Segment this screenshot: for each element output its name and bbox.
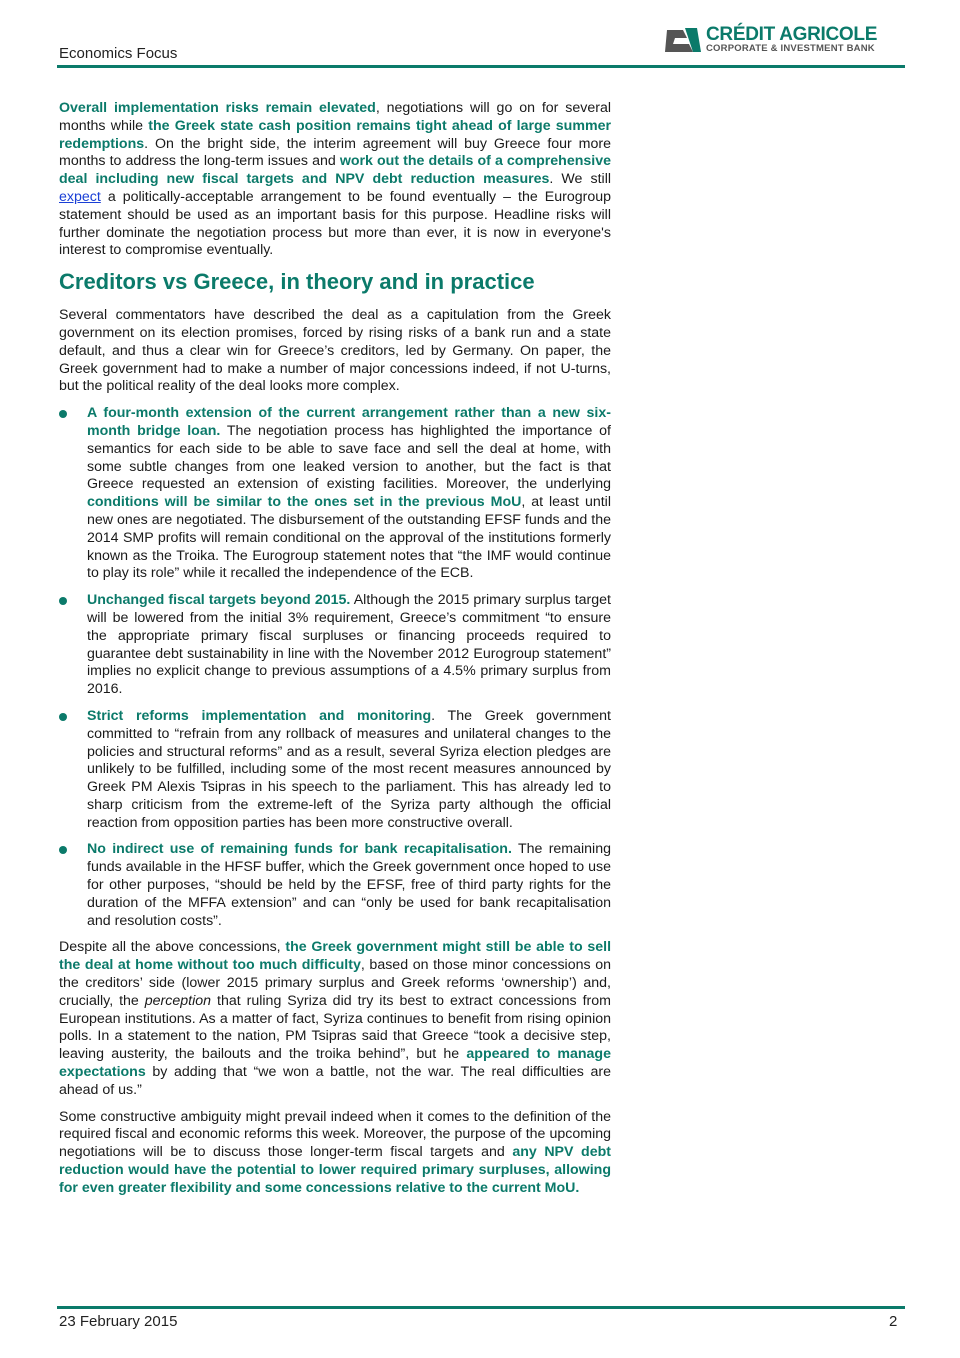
text-run: any NPV debt reduction would have the potential to lower required primary surpluses, allowing for even greater flexibility and some concessions relative to the current MoU. (59, 1144, 611, 1196)
text-run: . The Greek government committed to “refrain from any rollback of measures and unilateral changes to the policies and structural reforms” and as a result, several Syriza election pledges are unlikely to be fulfilled, including some of the most recent measures announced by Greek PM Alexis Tsipras in his speech to the parliament. This has already led to sharp criticism from the extreme-left of the Syriza party although the official reaction from opposition parties has been more constructive overall. (87, 707, 611, 831)
list-item (59, 405, 611, 583)
text-run: Some constructive ambiguity might prevail indeed when it comes to the definition of the required fiscal and economic reforms this week. Moreover, the purpose of the upcoming negotiations will be to discuss those longer-term fiscal targets and (59, 1108, 611, 1161)
text-run: the Greek state cash position remains tight ahead of large summer redemptions (59, 117, 611, 152)
text-run: Although the 2015 primary surplus target will be lowered from the initial 3% requirement, Greece’s commitment “to ensure the appropriate primary fiscal surpluses or financing proceeds required to guarantee debt sustainability in line with the November 2012 Eurogroup statement” implies no explicit change to previous assumptions of a 4.5% primary surplus from 2016. (87, 592, 611, 698)
concessions-list (59, 405, 611, 930)
text-run: Overall implementation risks remain elevated (59, 100, 376, 116)
text-run: Unchanged fiscal targets beyond 2015. (87, 592, 351, 609)
expect-link[interactable]: expect (59, 188, 101, 205)
text-run: The remaining funds available in the HFSF buffer, which the Greek government once hoped to use for other purposes, “should be held by the EFSF, free of third party rights for the duration of the MFFA extension” and can “only be used for bank recapitalisation and resolution costs”. (87, 841, 611, 929)
document-body (59, 100, 611, 1207)
text-run: appeared to manage expectations (59, 1046, 611, 1081)
logo-company-subtitle: CORPORATE & INVESTMENT BANK (706, 43, 875, 54)
bullet-icon (59, 713, 67, 721)
logo-company-name: CRÉDIT AGRICOLE (706, 24, 878, 45)
page-number: 2 (889, 1313, 898, 1330)
list-item (59, 841, 611, 930)
text-run: by adding that “we won a battle, not the war. The real difficulties are ahead of us.” (59, 1064, 611, 1098)
text-run: No indirect use of remaining funds for bank recapitalisation. (87, 841, 512, 858)
paragraph-commentators: Several commentators have described the deal as a capitulation from the Greek government on its election promises, forced by rising risks of a bank run and a state default, and thus a clear win for Greece’s creditors, led by Germany. On paper, the Greek government had to make a number of major concessions indeed, if not U-turns, but the political reality of the deal looks more complex. (59, 307, 611, 395)
paragraph-despite-concessions (59, 939, 611, 1099)
text-run: The negotiation process has highlighted the importance of semantics for each side to be able to save face and sell the deal at home, with some subtle changes from one leaked version to another, but the fact is that Greece requested an extension of existing facilities. Moreover, the underlying (87, 422, 611, 493)
header-title: Economics Focus (59, 45, 178, 62)
text-run: that ruling Syriza did try its best to extract concessions from European institutions. As a matter of fact, Syriza continues to benefit from rising opinion polls. In a statement to the nation, PM Tsipras said that Greece “took a decisive step, leaving austerity, the bailouts and the troika behind”, but he (59, 992, 611, 1063)
list-item (59, 592, 611, 699)
text-run: Strict reforms implementation and monitoring (87, 707, 432, 724)
footer-rule (57, 1306, 905, 1309)
paragraph-constructive-ambiguity (59, 1109, 611, 1198)
footer-date: 23 February 2015 (59, 1313, 178, 1330)
paragraph-implementation-risks (59, 100, 611, 260)
credit-agricole-logo-mark-icon (663, 26, 703, 54)
text-run: , negotiations will go on for several months while (59, 100, 611, 134)
text-run: work out the details of a comprehensive deal including new fiscal targets and NPV debt reduction measures (59, 153, 611, 188)
text-run: . We still (549, 171, 612, 188)
bullet-icon (59, 597, 67, 605)
text-run: a politically-acceptable arrangement to be found eventually – the Eurogroup statement should be used as an important basis for this purpose. Headline risks will further dominate the negotiation process but more than ever, it is now in everyone's interest to compromise eventually. (59, 188, 611, 259)
text-run: , based on those minor concessions on the creditors’ side (lower 2015 primary surplus and Greek reforms ‘ownership’) and, crucially, the (59, 957, 611, 1009)
bullet-icon (59, 410, 67, 418)
list-item (59, 708, 611, 833)
header-rule (57, 65, 905, 68)
text-run: Despite all the above concessions, (59, 939, 286, 956)
text-run: . On the bright side, the interim agreement will buy Greece four more months to address the long-term issues and (59, 135, 611, 170)
text-run: A four-month extension of the current arrangement rather than a new six-month bridge loan. (87, 405, 611, 439)
bullet-icon (59, 846, 67, 854)
text-run: the Greek government might still be able to sell the deal at home without too much difficulty (59, 939, 612, 974)
section-title: Creditors vs Greece, in theory and in practice (59, 269, 535, 295)
text-run-italic: perception (144, 992, 212, 1009)
text-run: , at least until new ones are negotiated. The disbursement of the outstanding EFSF funds and the 2014 SMP profits will remain conditional on the approval of the institutions formerly known as the Troika. The Eurogroup statement notes that “the IMF would continue to play its role” while it recalled the independence of the ECB. (87, 494, 611, 582)
text-run: conditions will be similar to the ones set in the previous MoU (87, 494, 522, 511)
credit-agricole-logo (663, 24, 913, 58)
